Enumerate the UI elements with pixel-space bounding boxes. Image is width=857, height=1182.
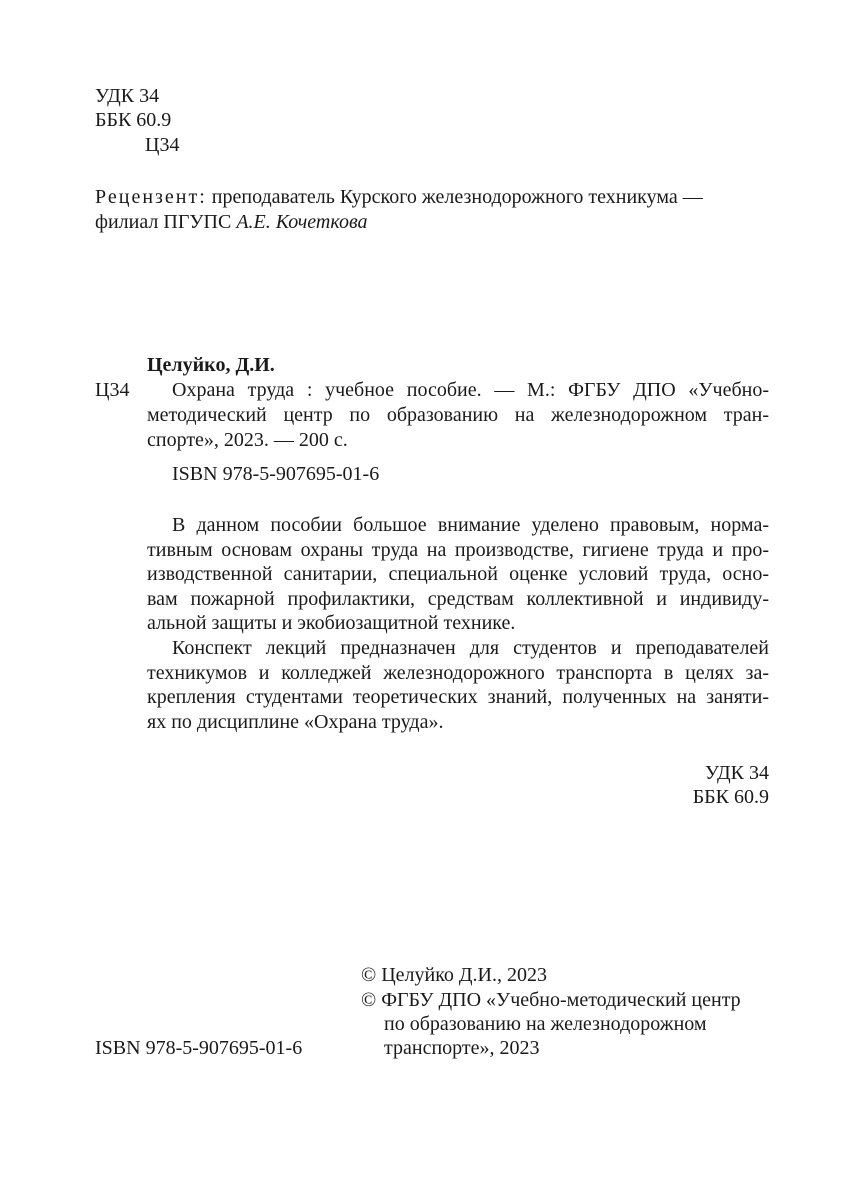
reviewer-branch: филиал ПГУПС [95,211,237,233]
bbk-code-right: ББК 60.9 [692,786,769,808]
biblio-line-2: методический центр по образованию на железнодорожном тран- [147,404,769,426]
footer-isbn: ISBN 978-5-907695-01-6 [95,1037,303,1059]
reviewer-name: А.Е. Кочеткова [236,211,368,233]
copyright-publisher-line-1: © ФГБУ ДПО «Учебно-методический центр [361,989,741,1011]
bbk-code: ББК 60.9 [95,109,172,131]
copyright-publisher-line-2: по образованию на железнодорожном [384,1013,707,1035]
reviewer-line-1 [95,185,769,209]
annotation-p1-line-2: тивным основам охраны труда на производстве, гигиене труда и про- [147,539,769,561]
annotation-p1-line-1: В данном пособии большое внимание уделено правовым, норма- [172,514,769,536]
copyright-publisher-line-3: транспорте», 2023 [384,1037,540,1059]
biblio-author-mark: Ц34 [95,379,130,401]
reviewer-line-2 [95,210,368,234]
udk-code-right: УДК 34 [704,762,769,784]
annotation-p2-line-2: техникумов и колледжей железнодорожного транспорта в целях за- [147,662,769,684]
reviewer-affiliation: преподаватель Курского железнодорожного техникума — [206,186,703,208]
annotation-p1-line-4: вам пожарной профилактики, средствам коллективной и индивиду- [147,588,769,610]
biblio-line-1: Охрана труда : учебное пособие. — М.: ФГБУ ДПО «Учебно- [172,379,769,401]
author-mark: Ц34 [145,134,180,156]
annotation-p1-line-5: альной защиты и экобиозащитной технике. [147,612,516,634]
biblio-line-3: спорте», 2023. — 200 с. [147,429,348,451]
annotation-p2-line-4: ях по дисциплине «Охрана труда». [147,711,444,733]
annotation-p2-line-3: крепления студентами теоретических знаний, полученных на заняти- [147,686,769,708]
reviewer-label: Рецензент: [95,186,207,208]
udk-code: УДК 34 [95,85,160,107]
author-heading: Целуйко, Д.И. [147,354,275,376]
biblio-isbn: ISBN 978-5-907695-01-6 [172,463,380,485]
copyright-author: © Целуйко Д.И., 2023 [361,964,547,986]
annotation-p1-line-3: изводственной санитарии, специальной оценке условий труда, осно- [147,563,769,585]
annotation-p2-line-1: Конспект лекций предназначен для студентов и преподавателей [172,637,769,659]
